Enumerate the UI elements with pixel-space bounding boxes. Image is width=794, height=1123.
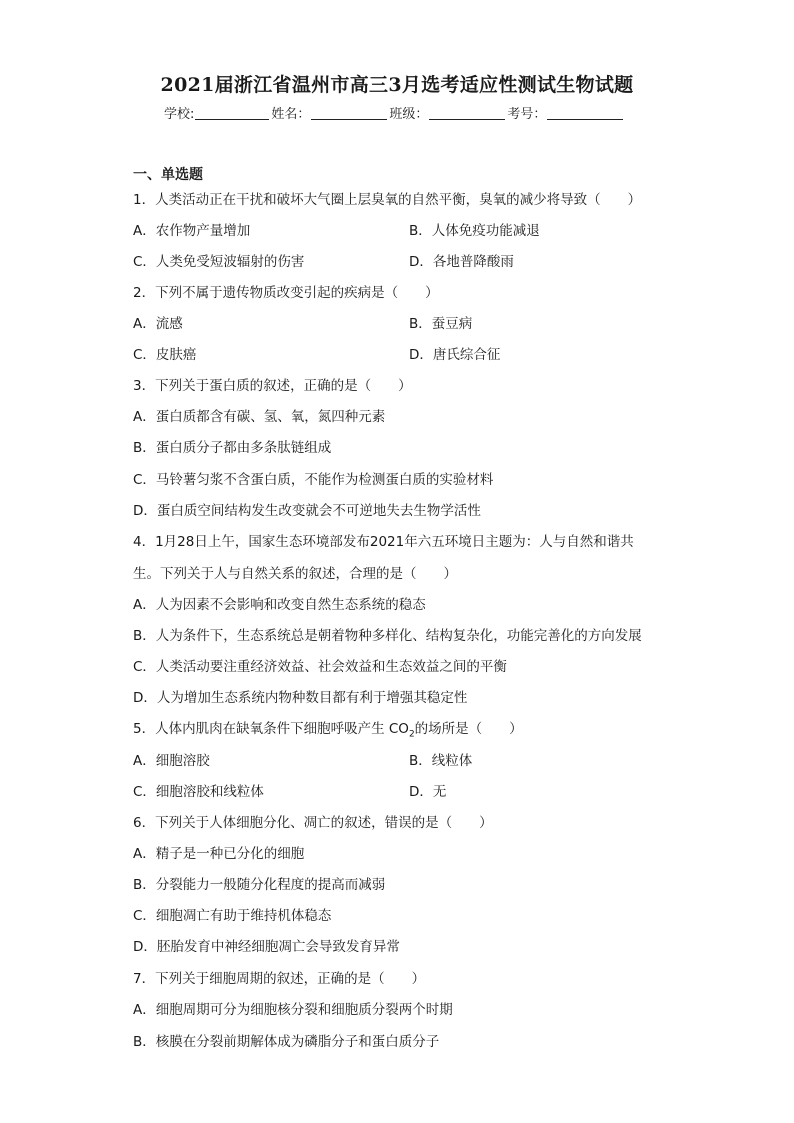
exam-number-label: 考号：	[507, 107, 547, 122]
option: D．唐氏综合征	[409, 347, 501, 363]
option: C．人类免受短波辐射的伤害	[133, 254, 305, 270]
option: B．人体免疫功能减退	[409, 223, 540, 239]
option: A．流感	[133, 316, 183, 332]
class-blank	[429, 118, 505, 120]
exam-number-blank	[547, 118, 623, 120]
school-label: 学校:	[164, 107, 195, 122]
option: D．无	[409, 784, 447, 800]
school-blank	[195, 118, 269, 120]
name-blank	[311, 118, 387, 120]
option: D．各地普降酸雨	[409, 254, 514, 270]
option: D．蛋白质空间结构发生改变就会不可逆地失去生物学活性	[133, 503, 481, 519]
option: A．人为因素不会影响和改变自然生态系统的稳态	[133, 597, 426, 613]
student-info-row	[164, 103, 625, 122]
option: A．蛋白质都含有碳、氢、氧，氮四种元素	[133, 409, 386, 425]
option: B．蛋白质分子都由多条肽链组成	[133, 440, 332, 456]
option: C．细胞溶胶和线粒体	[133, 784, 264, 800]
question-stem: 7．下列关于细胞周期的叙述，正确的是（ ）	[133, 971, 426, 987]
option: B．核膜在分裂前期解体成为磷脂分子和蛋白质分子	[133, 1034, 440, 1050]
option: A．农作物产量增加	[133, 223, 251, 239]
question-stem: 4．1月28日上午，国家生态环境部发布2021年六五环境日主题为：人与自然和谐共	[133, 534, 634, 550]
option: C．细胞凋亡有助于维持机体稳态	[133, 908, 332, 924]
option: A．细胞溶胶	[133, 753, 210, 769]
option: D．胚胎发育中神经细胞凋亡会导致发育异常	[133, 939, 400, 955]
option: A．精子是一种已分化的细胞	[133, 846, 305, 862]
section-heading: 一、单选题	[133, 167, 203, 183]
option: C．马铃薯匀浆不含蛋白质，不能作为检测蛋白质的实验材料	[133, 472, 494, 488]
option: D．人为增加生态系统内物种数目都有利于增强其稳定性	[133, 690, 468, 706]
question-stem: 5．人体内肌肉在缺氧条件下细胞呼吸产生 $CO_2$的场所是（ ）	[133, 721, 523, 740]
option: C．皮肤癌	[133, 347, 197, 363]
option: B．线粒体	[409, 753, 473, 769]
question-stem: 生。下列关于人与自然关系的叙述，合理的是（ ）	[133, 566, 457, 582]
question-stem: 3．下列关于蛋白质的叙述，正确的是（ ）	[133, 378, 412, 394]
question-stem: 6．下列关于人体细胞分化、凋亡的叙述，错误的是（ ）	[133, 815, 493, 831]
option: A．细胞周期可分为细胞核分裂和细胞质分裂两个时期	[133, 1002, 453, 1018]
option: C．人类活动要注重经济效益、社会效益和生态效益之间的平衡	[133, 659, 507, 675]
question-stem: 1．人类活动正在干扰和破坏大气圈上层臭氧的自然平衡，臭氧的减少将导致（ ）	[133, 192, 642, 208]
name-label: 姓名：	[271, 107, 311, 122]
question-stem: 2．下列不属于遗传物质改变引起的疾病是（ ）	[133, 285, 439, 301]
option: B．人为条件下，生态系统总是朝着物种多样化、结构复杂化，功能完善化的方向发展	[133, 628, 642, 644]
option: B．蚕豆病	[409, 316, 473, 332]
option: B．分裂能力一般随分化程度的提高而减弱	[133, 877, 386, 893]
page-title: 2021届浙江省温州市高三3月选考适应性测试生物试题	[160, 74, 634, 96]
class-label: 班级：	[389, 107, 429, 122]
